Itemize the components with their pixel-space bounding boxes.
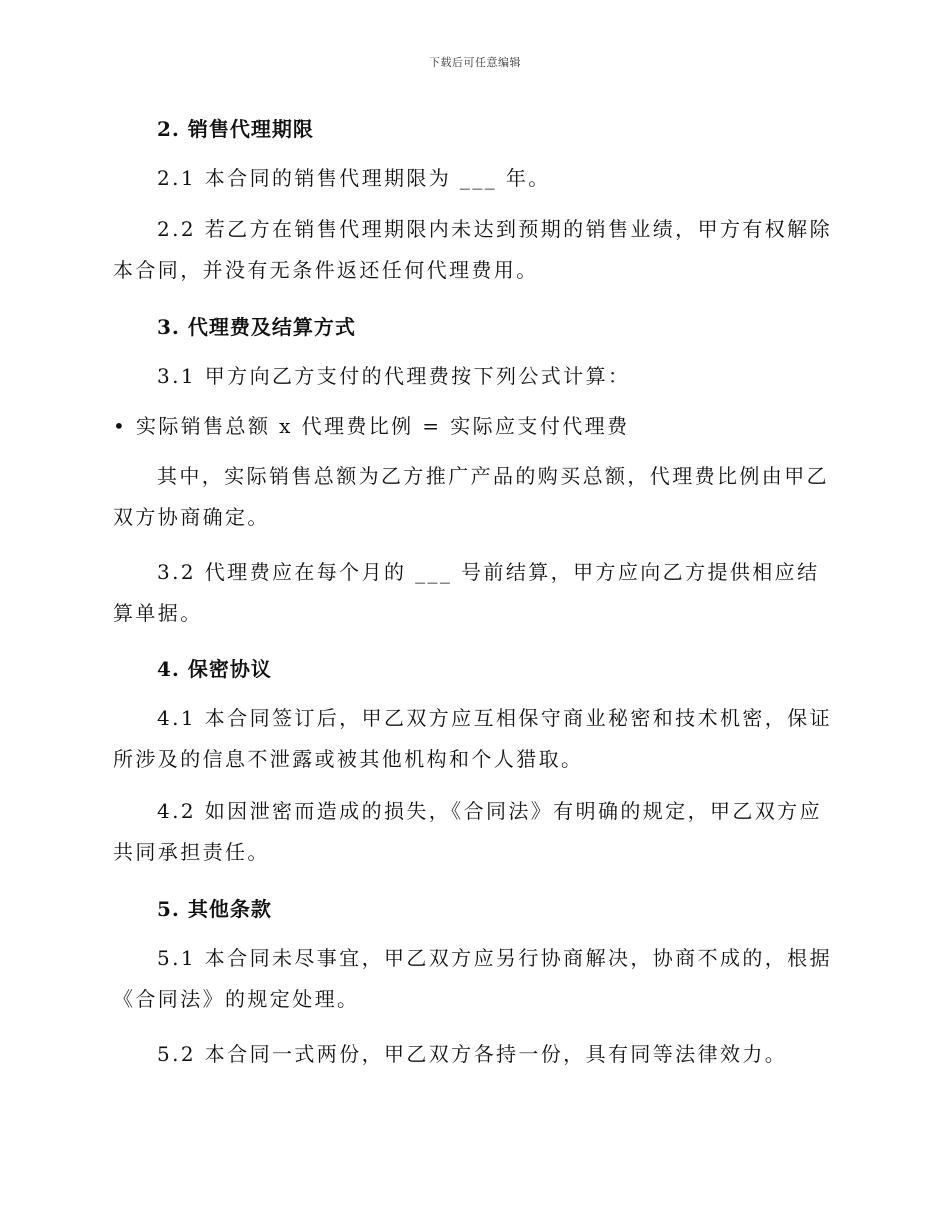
page-header-note: 下载后可任意编辑: [429, 56, 521, 69]
paragraph: 4.2 如因泄密而造成的损失，《合同法》有明确的规定，甲乙双方应共同承担责任。: [113, 799, 822, 864]
paragraph: 4.1 本合同签订后，甲乙双方应互相保守商业秘密和技术机密，保证所涉及的信息不泄露或被其他机构和个人猎取。: [113, 706, 832, 771]
paragraph: 3.1 甲方向乙方支付的代理费按下列公式计算：: [157, 364, 631, 388]
section-heading: 2. 销售代理期限: [157, 117, 314, 141]
paragraph: 5.1 本合同未尽事宜，甲乙双方应另行协商解决，协商不成的，根据《合同法》的规定处理。: [113, 946, 832, 1011]
paragraph: 其中，实际销售总额为乙方推广产品的购买总额，代理费比例由甲乙双方协商确定。: [113, 464, 829, 529]
section-heading: 5. 其他条款: [157, 897, 272, 921]
paragraph: 3.2 代理费应在每个月的 ___ 号前结算，甲方应向乙方提供相应结算单据。: [113, 560, 820, 625]
bullet-item: • 实际销售总额 x 代理费比例 = 实际应支付代理费: [113, 414, 630, 438]
paragraph: 2.2 若乙方在销售代理期限内未达到预期的销售业绩，甲方有权解除本合同，并没有无条件返还任何代理费用。: [113, 217, 832, 282]
section-heading: 4. 保密协议: [157, 657, 272, 681]
paragraph: 5.2 本合同一式两份，甲乙双方各持一份，具有同等法律效力。: [157, 1042, 788, 1066]
paragraph: 2.1 本合同的销售代理期限为 ___ 年。: [157, 166, 551, 190]
section-heading: 3. 代理费及结算方式: [157, 315, 356, 339]
